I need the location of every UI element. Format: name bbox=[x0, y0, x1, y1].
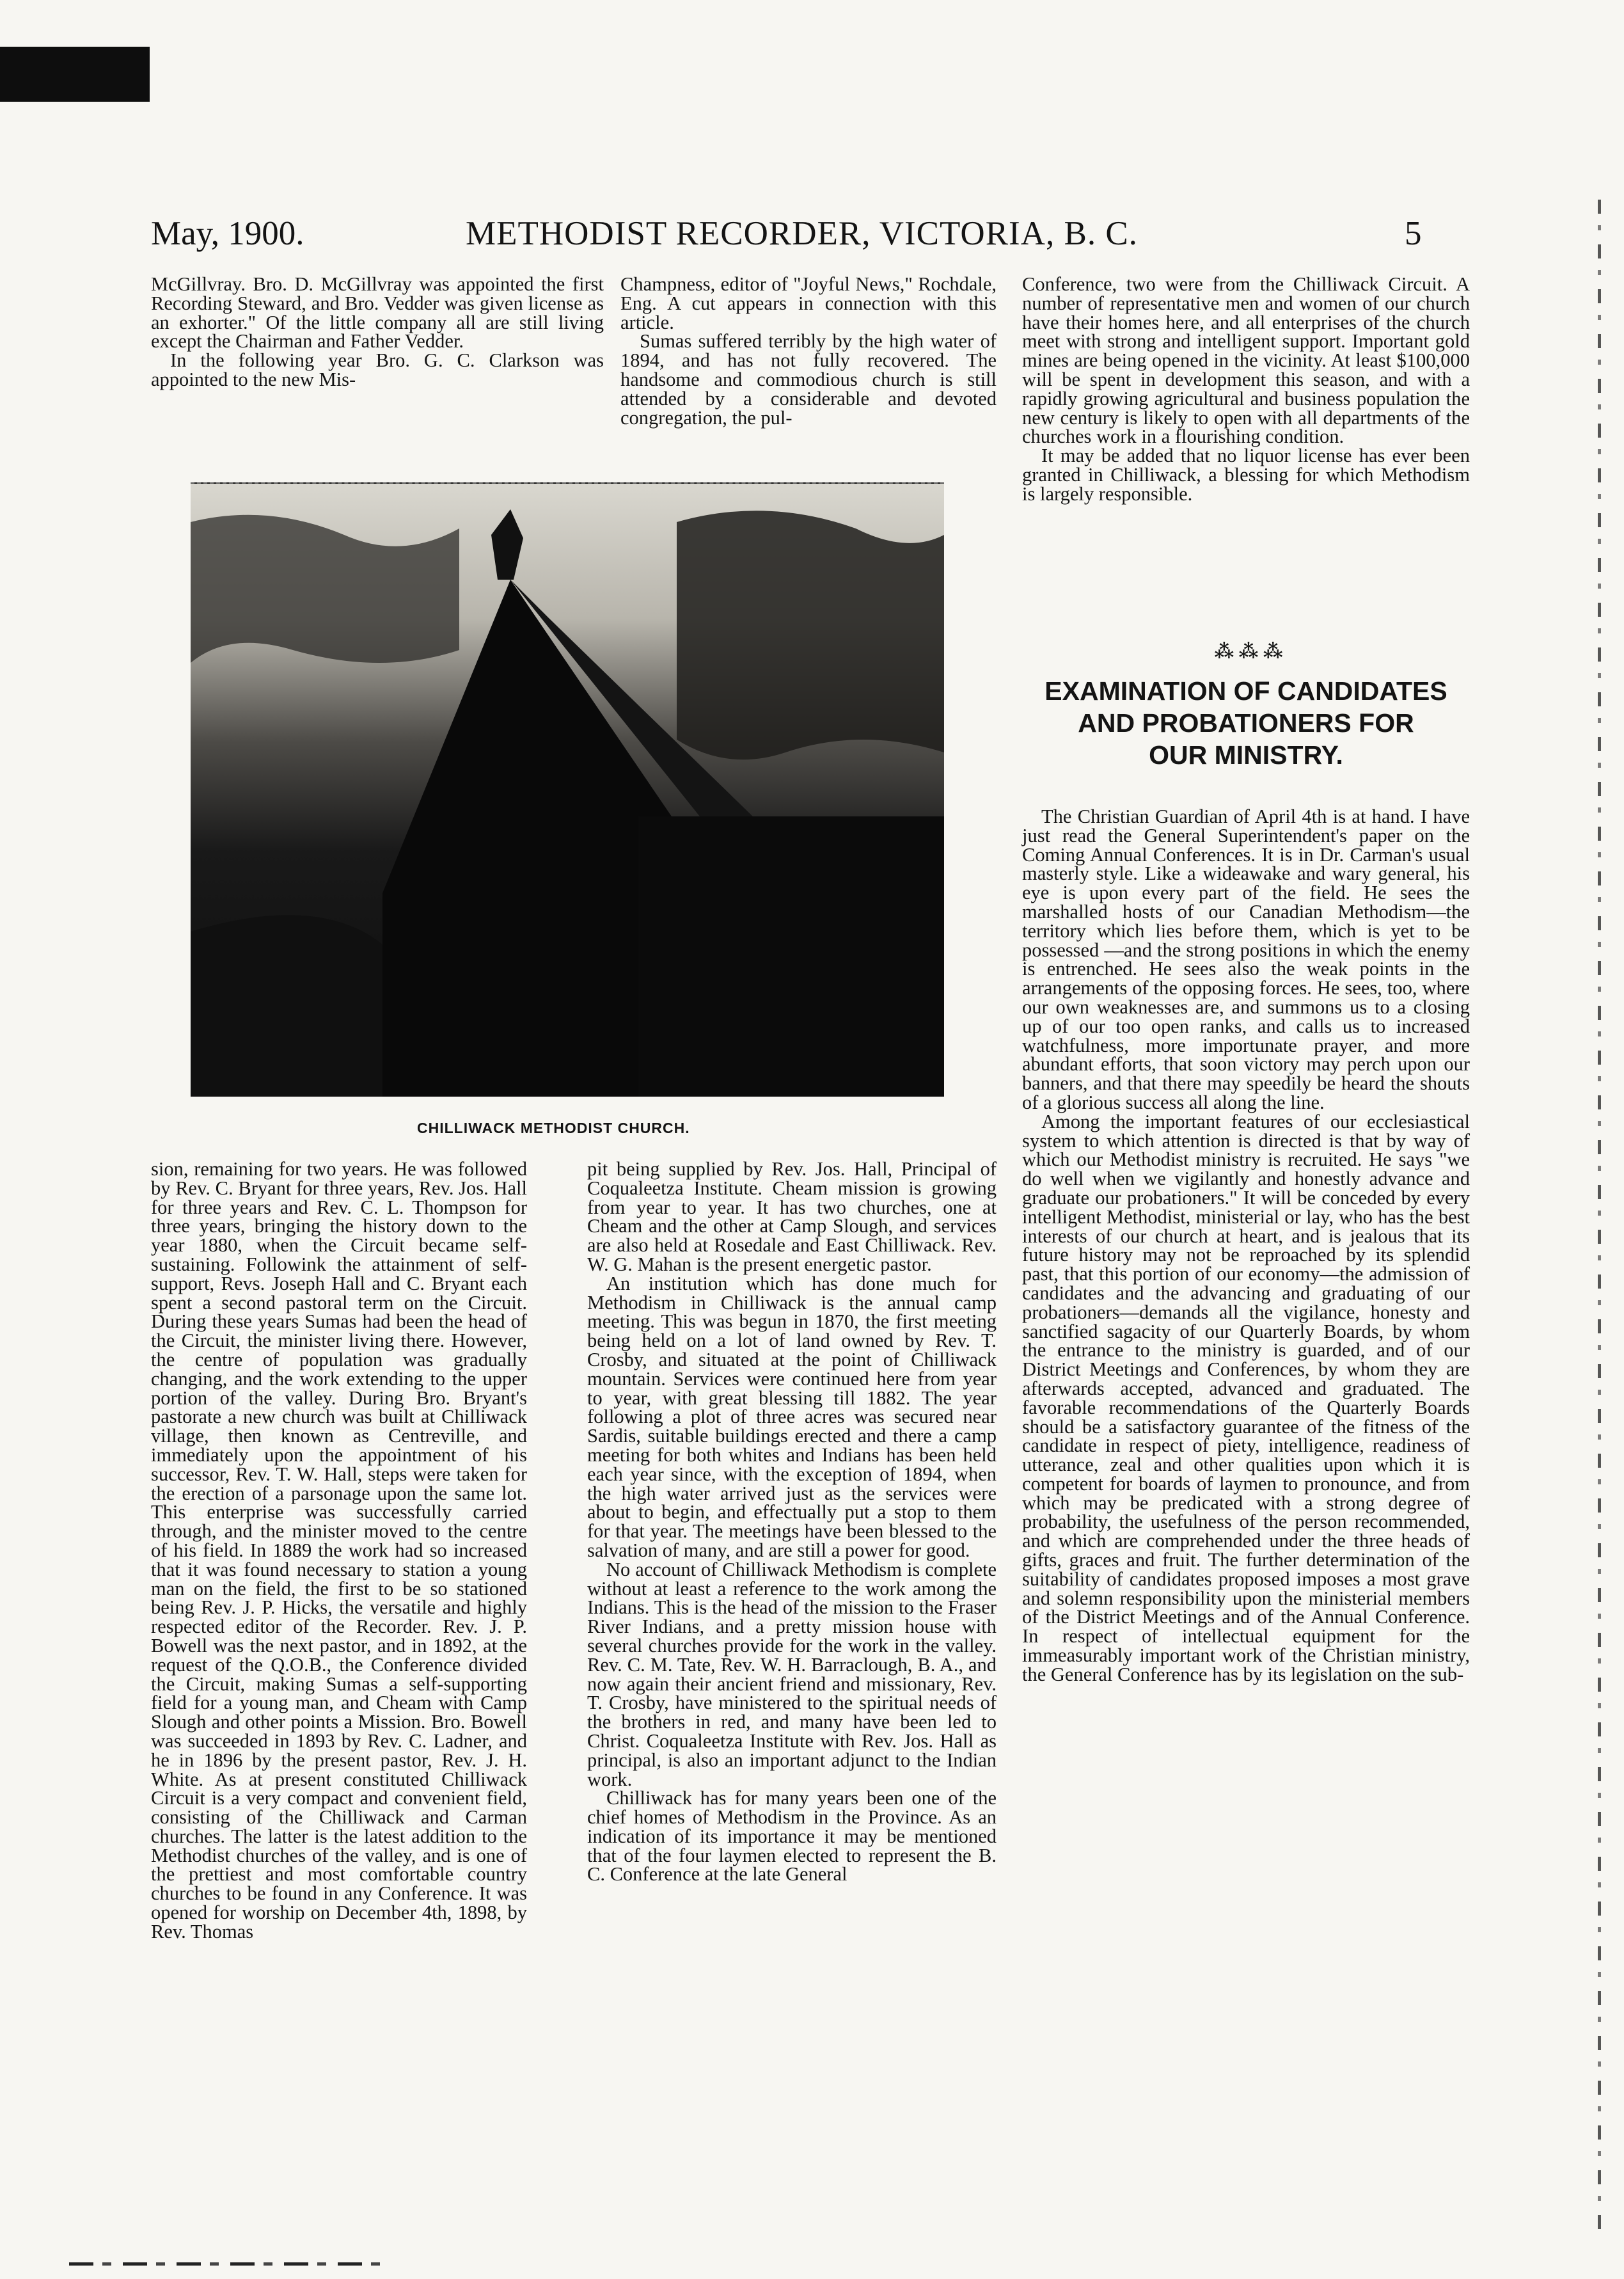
heading-line: AND PROBATIONERS FOR bbox=[1078, 708, 1414, 738]
paragraph: pit being supplied by Rev. Jos. Hall, Principal of Coqualeetza Institute. Cheam mission is growing from year to year. It has two churches, one at Cheam and the other at Camp Slough, and services are also held at Rosedale and East Chilliwack. Rev. W. G. Mahan is the present energetic pastor. bbox=[587, 1158, 997, 1275]
paragraph: No account of Chilliwack Methodism is complete without at least a reference to the work among the Indians. This is the head of the mission to the Fraser River Indians, and a pretty mission house with several churches provide for the work in the valley. Rev. C. M. Tate, Rev. W. H. Barraclough, B. A., and now again their ancient friend and missionary, Rev. T. Crosby, have ministered to the spiritual needs of the brothers in red, and many have been led to Christ. Coqualeetza Institute with Rev. Jos. Hall as principal, is also an important adjunct to the Indian work. bbox=[587, 1558, 997, 1790]
paragraph: An institution which has done much for Methodism in Chilliwack is the annual camp meeting. This was begun in 1870, the first meeting being held on a lot of land owned by Rev. T. Crosby, and situated at the point of Chilliwack mountain. Services were continued here from year to year, with great blessing till 1882. The year following a plot of three acres was secured near Sardis, suitable buildings erected and there a camp meeting for both whites and Indians has been held each year since, with the exception of 1894, when the high water arrived just as the services were about to begin, and effectually put a stop to them for that year. The meetings have been blessed to the salvation of many, and are still a power for good. bbox=[587, 1272, 997, 1561]
scan-edge-rule bbox=[1598, 200, 1601, 2234]
newspaper-title: METHODIST RECORDER, VICTORIA, B. C. bbox=[466, 215, 1138, 252]
church-silhouette bbox=[191, 484, 944, 1097]
column-3-top bbox=[1022, 275, 1470, 504]
heading-line: EXAMINATION OF CANDIDATES bbox=[1045, 676, 1447, 706]
paragraph: Chilliwack has for many years been one of the chief homes of Methodism in the Province. As an indication of its importance it may be mentioned that of the four laymen elected to represent the B. C. Conference at the late General bbox=[587, 1787, 997, 1886]
paragraph: In the following year Bro. G. C. Clarkson was appointed to the new Mis- bbox=[151, 349, 604, 390]
scan-bottom-rule bbox=[69, 2262, 385, 2266]
paragraph: It may be added that no liquor license has ever been granted in Chilliwack, a blessing for which Methodism is largely responsible. bbox=[1022, 445, 1470, 505]
paragraph: sion, remaining for two years. He was followed by Rev. C. Bryant for three years, Rev. Jos. Hall for three years and Rev. C. L. Thompson for three years, bringing the history down to the year 1880, when the Circuit became self-sustaining. Followink the attainment of self-support, Revs. Joseph Hall and C. Bryant each spent a second pastoral term on the Circuit. During these years Sumas had been the head of the Circuit, the minister living there. However, the centre of population was gradually changing, and the work extending to the upper portion of the valley. During Bro. Bryant's pastorate a new church was built at Chilliwack village, then known as Centreville, and immediately upon the appointment of his successor, Rev. T. W. Hall, steps were taken for the erection of a parsonage upon the same lot. This enterprise was successfully carried through, and the minister moved to the centre of his field. In 1889 the work had so increased that it was found necessary to station a young man on the field, the first to be so stationed being Rev. J. P. Hicks, the versatile and highly respected editor of the Recorder. Rev. J. P. Bowell was the next pastor, and in 1892, at the request of the Q.O.B., the Conference divided the Circuit, making Sumas a self-supporting field for a young man, and Cheam with Camp Slough and other points a Mission. Bro. Bowell was succeeded in 1893 by Rev. C. Ladner, and he in 1896 by the present pastor, Rev. J. H. White. As at present constituted Chilliwack Circuit is a very compact and convenient field, consisting of the Chilliwack and Carman churches. The latter is the latest addition to the Methodist churches of the valley, and is one of the prettiest and most comfortable country churches to be found in any Conference. It was opened for worship on December 4th, 1898, by Rev. Thomas bbox=[151, 1158, 527, 1942]
page-number: 5 bbox=[1405, 215, 1422, 252]
column-2-top bbox=[620, 275, 997, 427]
scan-corner-mark bbox=[0, 47, 150, 102]
paragraph: The Christian Guardian of April 4th is at hand. I have just read the General Superintendent's paper on the Coming Annual Conferences. It is in Dr. Carman's usual masterly style. Like a wideawake and wary general, his eye is upon every part of the field. He sees the marshalled hosts of our Canadian Methodism—the territory which lies before them, which is yet to be possessed —and the strong positions in which the enemy is entrenched. He sees also the weak points in the arrangements of the opposing forces. He sees, too, where our own weaknesses are, and summons us to a closing up of our too open ranks, and calls us to increased watchfulness, more importunate prayer, and more abundant efforts, that soon victory may perch upon our banners, and that there may speedily be heard the shouts of a glorious success all along the line. bbox=[1022, 806, 1470, 1113]
column-1-bottom bbox=[151, 1160, 527, 1942]
church-photograph bbox=[191, 482, 944, 1097]
paragraph: Conference, two were from the Chilliwack Circuit. A number of representative men and women of our church have their homes here, and all enterprises of the church meet with strong and intelligent support. Important gold mines are being opened in the vicinity. At least $100,000 will be spent in development this season, and with a rapidly growing agricultural and business population the new century is likely to open with all departments of the churches work in a flourishing condition. bbox=[1022, 273, 1470, 448]
paragraph: Among the important features of our ecclesiastical system to which attention is directed is that by way of which our Methodist ministry is recruited. He says "we do well when we vigilantly and honestly advance and graduate our probationers." It will be conceded by every intelligent Methodist, ministerial or lay, who has the best interests of our church at heart, and is jealous that its future history may not be reproached by its splendid past, that this portion of our economy—the admission of candidates and the advancing and graduating of our probationers—demands all the vigilance, honesty and sanctified sagacity of our Quarterly Boards, by whom the entrance to the ministry is guarded, and of our District Meetings and Conferences, by whom they are afterwards accepted, advanced and graduated. The favorable recommendations of the Quarterly Boards should be a satisfactory guarantee of the fitness of the candidate in respect of piety, intelligence, readiness of utterance, zeal and other qualities upon which it is competent for boards of laymen to pronounce, and from which may be predicated with a strong degree of probability, the usefulness of the person recommended, and which are comprehended under the three heads of gifts, graces and fruit. The further determination of the suitability of candidates proposed imposes a most grave and solemn responsibility upon the ministerial members of the District Meetings and of the Annual Conference. In respect of intellectual equipment for the immeasurably important work of the Christian ministry, the General Conference has by its legislation on the sub- bbox=[1022, 1110, 1470, 1685]
column-1-top bbox=[151, 275, 604, 390]
paragraph: McGillvray. Bro. D. McGillvray was appointed the first Recording Steward, and Bro. Vedder was given license as an exhorter." Of the little company all are still living except the Chairman and Father Vedder. bbox=[151, 273, 604, 353]
paragraph: Sumas suffered terribly by the high water of 1894, and has not fully recovered. The handsome and commodious church is still attended by a considerable and devoted congregation, the pul- bbox=[620, 330, 997, 429]
heading-line: OUR MINISTRY. bbox=[1149, 740, 1343, 770]
column-3-article bbox=[1022, 807, 1470, 1685]
paragraph: Champness, editor of "Joyful News," Rochdale, Eng. A cut appears in connection with this article. bbox=[620, 273, 997, 333]
section-heading bbox=[1022, 675, 1470, 771]
page-header bbox=[151, 208, 1443, 259]
column-2-bottom bbox=[587, 1160, 997, 1884]
section-ornament: ⁂ ⁂ ⁂ bbox=[1214, 641, 1283, 662]
photo-caption: CHILLIWACK METHODIST CHURCH. bbox=[417, 1120, 690, 1136]
issue-date: May, 1900. bbox=[151, 215, 304, 252]
